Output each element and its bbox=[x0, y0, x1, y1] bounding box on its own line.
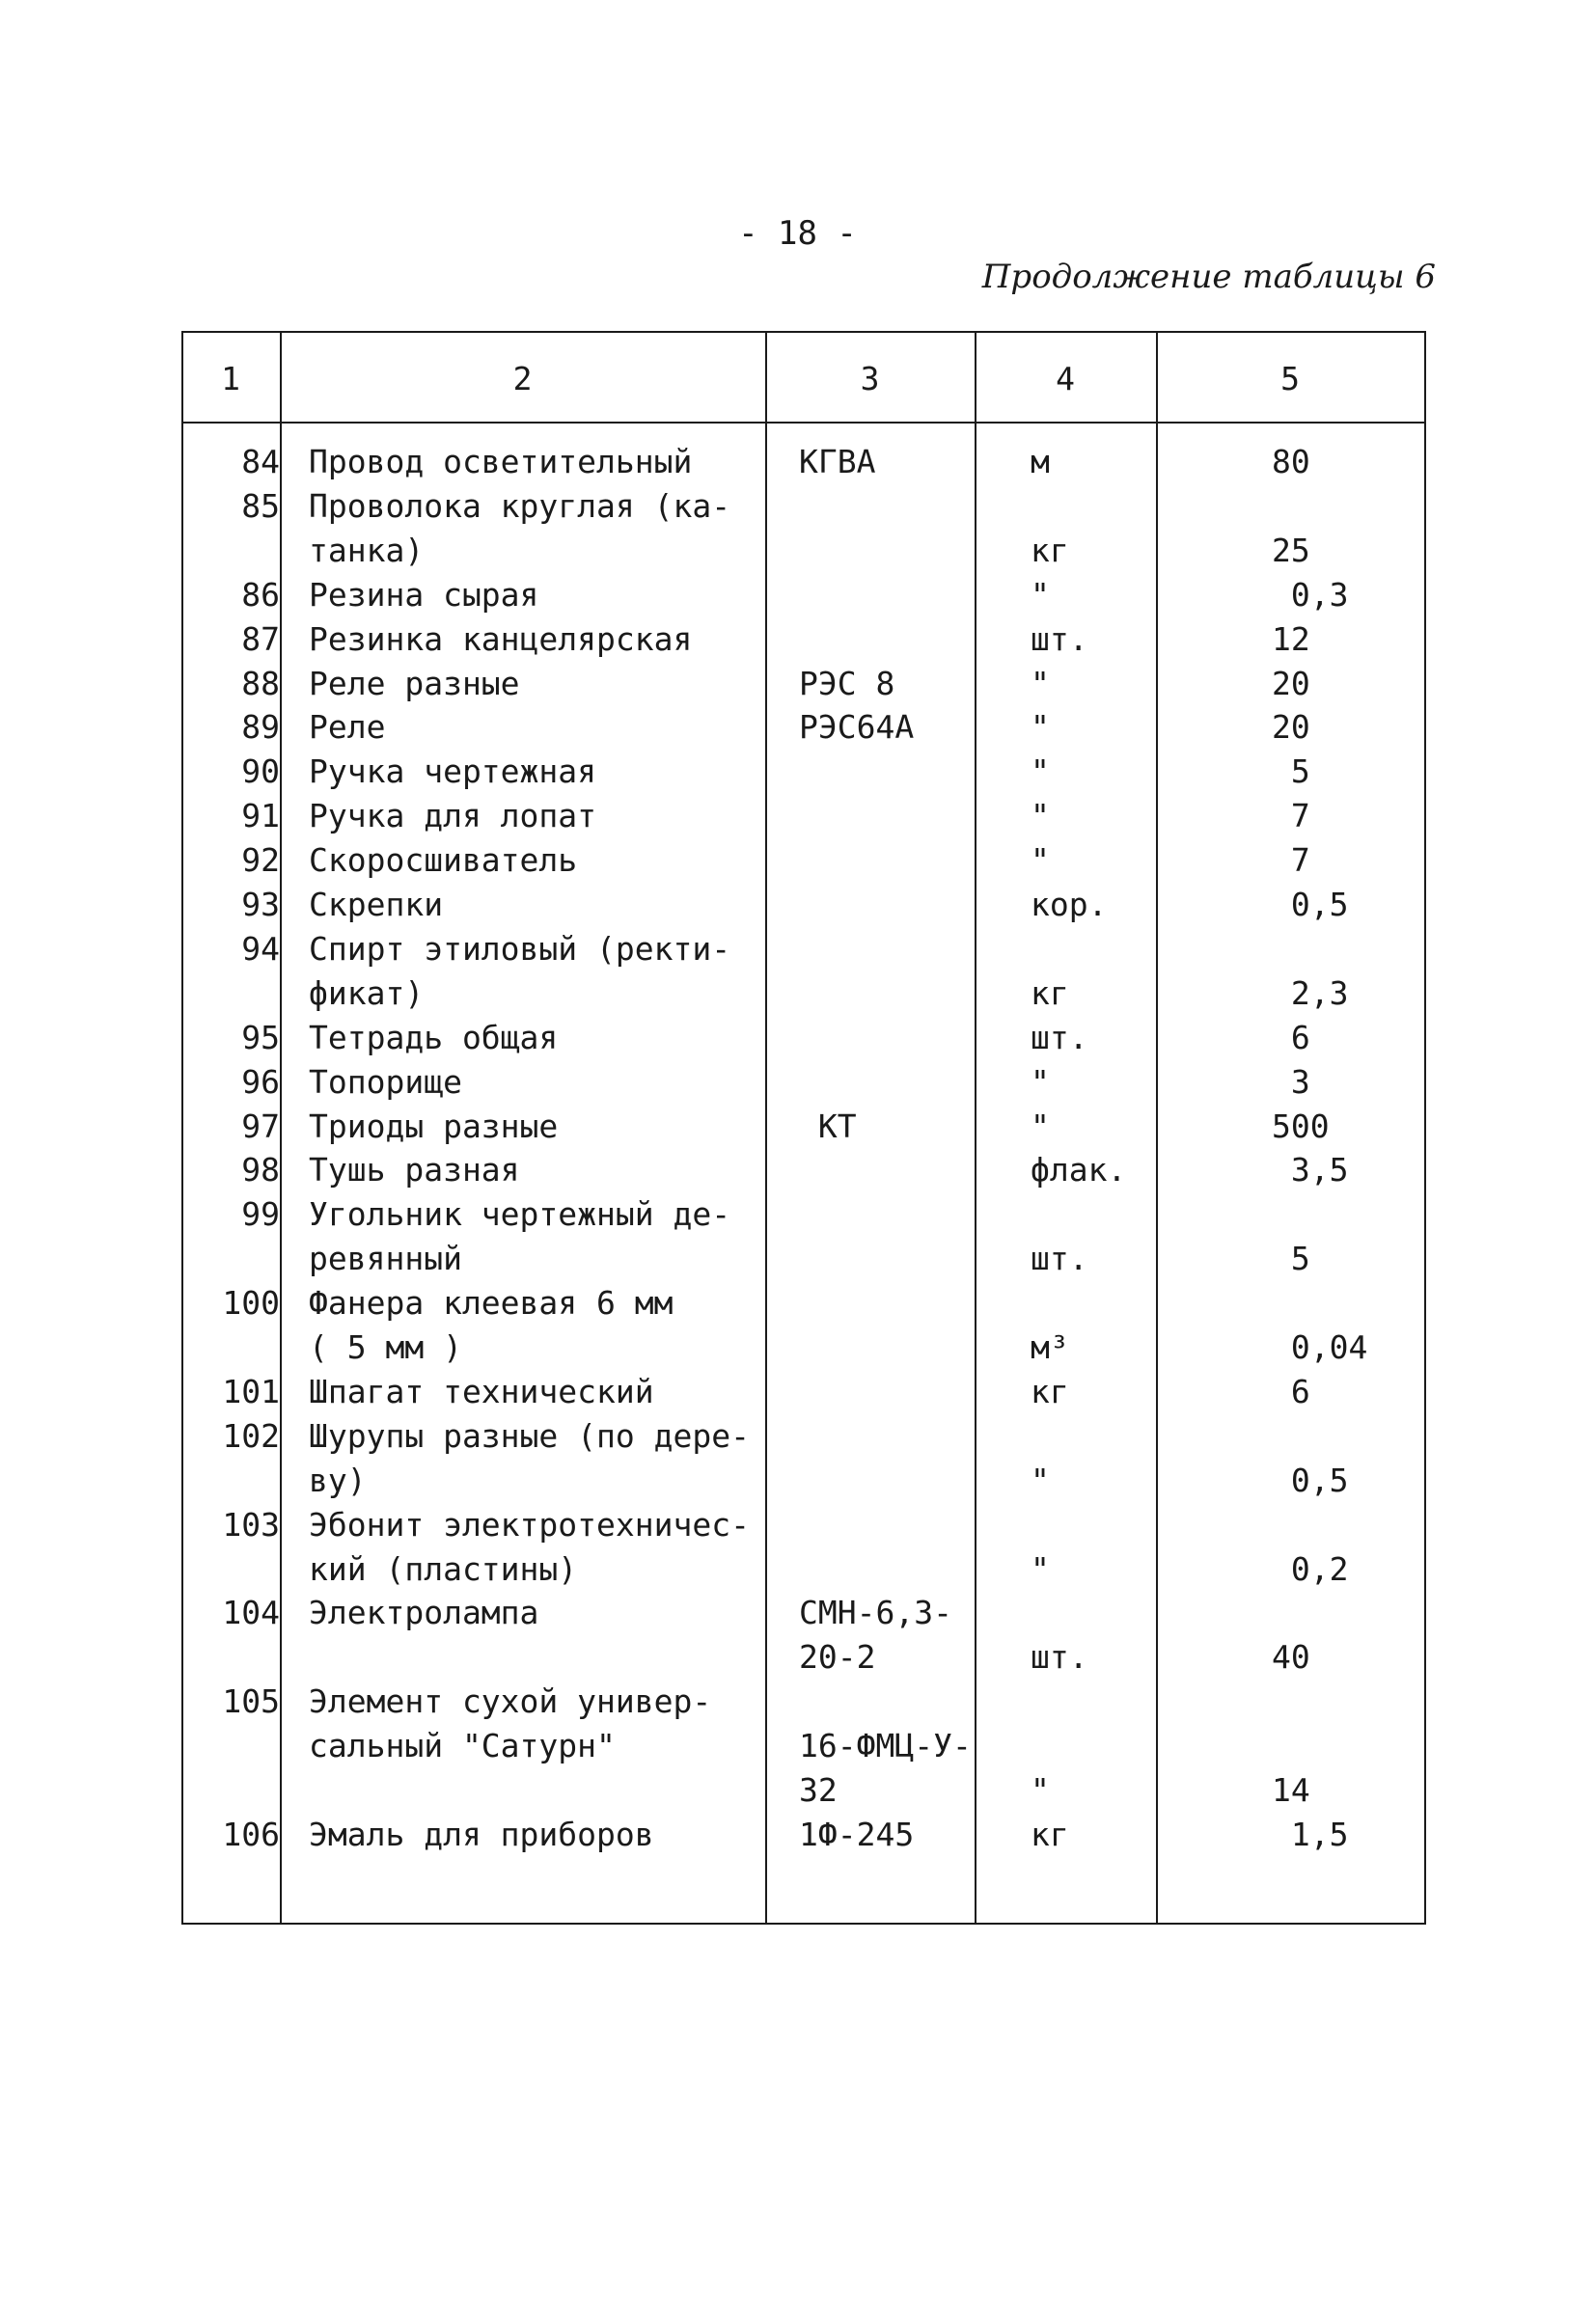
table-cell: м³ bbox=[1031, 1328, 1069, 1366]
table-cell: 0,04 bbox=[1272, 1328, 1368, 1366]
table-row bbox=[181, 1326, 1426, 1370]
table-cell: кор. bbox=[1031, 886, 1108, 923]
table-cell: РЭС64А bbox=[799, 708, 915, 747]
table-row bbox=[181, 794, 1426, 838]
table-cell: РЭС 8 bbox=[799, 664, 895, 702]
table-cell: 2,3 bbox=[1272, 973, 1349, 1012]
table-cell: 20-2 bbox=[799, 1638, 876, 1677]
table-cell bbox=[799, 1281, 1006, 1326]
table-cell: 14 bbox=[1272, 1771, 1310, 1809]
table-row bbox=[181, 1016, 1426, 1060]
table-cell bbox=[181, 1635, 280, 1680]
table-row bbox=[181, 1192, 1426, 1237]
table-cell: " bbox=[1031, 575, 1050, 614]
table-cell bbox=[799, 617, 1006, 662]
table-cell bbox=[1272, 1503, 1416, 1547]
table-cell: " bbox=[1031, 664, 1050, 702]
table-cell: 84 bbox=[241, 443, 280, 480]
table-cell: 85 bbox=[241, 486, 280, 525]
table-cell: " bbox=[1031, 797, 1050, 835]
table-cell: сальный "Сатурн" bbox=[309, 1727, 616, 1765]
table-cell: 40 bbox=[1272, 1638, 1310, 1677]
page-number: - 18 - bbox=[738, 214, 857, 253]
table-cell bbox=[1031, 1503, 1199, 1547]
table-cell: кг bbox=[1031, 973, 1069, 1012]
table-cell bbox=[181, 1724, 280, 1768]
table-cell bbox=[799, 1503, 1006, 1547]
table-cell: " bbox=[1031, 1771, 1050, 1809]
table-cell: 1,5 bbox=[1272, 1815, 1349, 1853]
table-cell bbox=[1272, 1680, 1416, 1724]
table-cell bbox=[181, 971, 280, 1016]
table-cell: Реле разные bbox=[309, 664, 520, 702]
table-cell bbox=[181, 1547, 280, 1592]
table-cell bbox=[799, 927, 1006, 971]
table-cell: 101 bbox=[222, 1372, 280, 1410]
table-cell: " bbox=[1031, 752, 1050, 791]
table-cell: 88 bbox=[241, 664, 280, 702]
table-row bbox=[181, 484, 1426, 529]
table-cell: шт. bbox=[1031, 1638, 1088, 1677]
table-row bbox=[181, 617, 1426, 662]
table-cell bbox=[1272, 1591, 1416, 1635]
table-cell bbox=[1031, 1414, 1199, 1459]
table-row bbox=[181, 883, 1426, 927]
table-row bbox=[181, 1768, 1426, 1813]
table-cell: Ручка для лопат bbox=[309, 797, 597, 835]
table-cell: 16-ФМЦ-У- bbox=[799, 1727, 972, 1765]
table-row bbox=[181, 1813, 1426, 1857]
table-row bbox=[181, 1414, 1426, 1459]
table-cell bbox=[181, 1459, 280, 1503]
table-cell: Провод осветительный bbox=[309, 443, 693, 480]
table-row bbox=[181, 529, 1426, 573]
table-cell: Фанера клеевая 6 мм bbox=[309, 1284, 674, 1323]
table-cell: кг bbox=[1031, 1815, 1069, 1853]
table-row bbox=[181, 1857, 1426, 1901]
table-cell: 500 bbox=[1272, 1107, 1330, 1145]
table-cell: 3,5 bbox=[1272, 1151, 1349, 1189]
table-cell: 100 bbox=[222, 1284, 280, 1323]
table-cell: флак. bbox=[1031, 1151, 1127, 1189]
table-cell bbox=[181, 529, 280, 573]
table-cell: 1Ф-245 bbox=[799, 1815, 915, 1853]
table-cell: 102 bbox=[222, 1416, 280, 1455]
table-cell: Эмаль для приборов bbox=[309, 1815, 654, 1853]
table-row bbox=[181, 1105, 1426, 1149]
table-row bbox=[181, 1459, 1426, 1503]
table-cell bbox=[799, 573, 1006, 617]
table-cell: шт. bbox=[1031, 619, 1088, 658]
table-row bbox=[181, 440, 1426, 484]
table-cell: 104 bbox=[222, 1594, 280, 1632]
table-cell bbox=[799, 750, 1006, 794]
table-cell: 6 bbox=[1272, 1372, 1310, 1410]
header-bottom-border bbox=[181, 422, 1426, 424]
table-cell: 97 bbox=[241, 1107, 280, 1145]
table-cell bbox=[799, 1237, 1006, 1281]
table-cell: 80 bbox=[1272, 443, 1310, 480]
table-cell: " bbox=[1031, 1107, 1050, 1145]
table-cell: 5 bbox=[1272, 752, 1310, 791]
header-cell: 1 bbox=[221, 360, 240, 397]
table-cell bbox=[1031, 1857, 1199, 1901]
table-cell bbox=[181, 1326, 280, 1370]
table-row bbox=[181, 1148, 1426, 1192]
materials-table bbox=[181, 331, 1426, 1925]
table-cell: Скрепки bbox=[309, 886, 444, 923]
table-cell: танка) bbox=[309, 531, 425, 569]
table-cell: Шпагат технический bbox=[309, 1372, 654, 1410]
table-cell bbox=[799, 1547, 1006, 1592]
table-row bbox=[181, 750, 1426, 794]
table-cell: 5 bbox=[1272, 1240, 1310, 1278]
table-row bbox=[181, 971, 1426, 1016]
table-row bbox=[181, 1635, 1426, 1680]
table-cell: 94 bbox=[241, 929, 280, 968]
table-cell: 105 bbox=[222, 1682, 280, 1721]
table-cell bbox=[799, 1857, 1006, 1901]
table-cell bbox=[1272, 484, 1416, 529]
table-cell: м bbox=[1031, 443, 1050, 480]
header-cell: 3 bbox=[860, 360, 880, 397]
table-cell bbox=[1272, 1414, 1416, 1459]
table-cell bbox=[799, 1414, 1006, 1459]
table-cell: 96 bbox=[241, 1062, 280, 1101]
table-row bbox=[181, 1724, 1426, 1768]
table-cell: КГВА bbox=[799, 443, 876, 480]
header-cell: 5 bbox=[1280, 360, 1300, 397]
table-cell bbox=[1031, 484, 1199, 529]
table-cell bbox=[181, 1768, 280, 1813]
table-cell: 0,5 bbox=[1272, 1461, 1349, 1499]
table-row bbox=[181, 573, 1426, 617]
table-cell: " bbox=[1031, 1549, 1050, 1588]
table-cell: Резинка канцелярская bbox=[309, 619, 693, 658]
table-cell bbox=[181, 1857, 280, 1901]
table-cell: " bbox=[1031, 1062, 1050, 1101]
table-cell bbox=[799, 1459, 1006, 1503]
table-row bbox=[181, 927, 1426, 971]
table-cell bbox=[799, 883, 1006, 927]
table-cell bbox=[799, 484, 1006, 529]
table-cell: шт. bbox=[1031, 1018, 1088, 1056]
table-cell: 20 bbox=[1272, 708, 1310, 747]
table-row bbox=[181, 1547, 1426, 1592]
table-cell: 106 bbox=[222, 1815, 280, 1853]
table-cell: 0,5 bbox=[1272, 886, 1349, 923]
table-cell bbox=[181, 1237, 280, 1281]
table-cell: Угольник чертежный де- bbox=[309, 1195, 731, 1234]
table-cell: 103 bbox=[222, 1505, 280, 1544]
table-cell bbox=[1031, 1724, 1199, 1768]
table-cell: 87 bbox=[241, 619, 280, 658]
table-cell: 92 bbox=[241, 841, 280, 880]
table-cell: кг bbox=[1031, 1372, 1069, 1410]
table-cell: 91 bbox=[241, 797, 280, 835]
table-cell: Проволока круглая (ка- bbox=[309, 486, 731, 525]
table-cell: 25 bbox=[1272, 531, 1310, 569]
table-cell: 20 bbox=[1272, 664, 1310, 702]
header-cell: 2 bbox=[512, 360, 533, 397]
table-row bbox=[181, 1237, 1426, 1281]
table-cell bbox=[799, 1326, 1006, 1370]
table-cell: СМН-6,3- bbox=[799, 1594, 952, 1632]
table-cell: 90 bbox=[241, 752, 280, 791]
table-cell bbox=[1272, 1724, 1416, 1768]
table-cell bbox=[1031, 1591, 1199, 1635]
table-row bbox=[181, 838, 1426, 883]
table-cell: 86 bbox=[241, 575, 280, 614]
table-cell: ревянный bbox=[309, 1240, 462, 1278]
table-cell: кий (пластины) bbox=[309, 1549, 578, 1588]
table-row bbox=[181, 1281, 1426, 1326]
table-row bbox=[181, 1680, 1426, 1724]
table-cell bbox=[799, 1192, 1006, 1237]
table-cell bbox=[799, 1016, 1006, 1060]
table-cell: 95 bbox=[241, 1018, 280, 1056]
table-cell: Эбонит электротехничес- bbox=[309, 1505, 750, 1544]
table-cell: Топорище bbox=[309, 1062, 462, 1101]
table-cell: 12 bbox=[1272, 619, 1310, 658]
table-cell: 0,3 bbox=[1272, 575, 1349, 614]
table-cell: 7 bbox=[1272, 841, 1310, 880]
table-cell bbox=[799, 1370, 1006, 1414]
table-cell bbox=[1031, 927, 1199, 971]
table-cell: 32 bbox=[799, 1771, 838, 1809]
table-cell bbox=[1272, 1281, 1416, 1326]
table-cell bbox=[799, 1680, 1006, 1724]
table-cell: " bbox=[1031, 841, 1050, 880]
table-cell: Резина сырая bbox=[309, 575, 539, 614]
table-cell: 0,2 bbox=[1272, 1549, 1349, 1588]
table-cell bbox=[1272, 927, 1416, 971]
table-cell: Ручка чертежная bbox=[309, 752, 597, 791]
table-cell: Скоросшиватель bbox=[309, 841, 578, 880]
table-row bbox=[181, 1060, 1426, 1105]
table-bottom-border bbox=[181, 1923, 1426, 1925]
table-cell: 99 bbox=[241, 1195, 280, 1234]
table-cell bbox=[799, 794, 1006, 838]
table-cell bbox=[1272, 1857, 1416, 1901]
table-row bbox=[181, 662, 1426, 706]
table-top-border bbox=[181, 331, 1426, 333]
table-cell: 3 bbox=[1272, 1062, 1310, 1101]
table-cell: КТ bbox=[799, 1107, 857, 1145]
table-cell bbox=[1031, 1281, 1199, 1326]
table-cell: Шурупы разные (по дере- bbox=[309, 1416, 750, 1455]
table-cell bbox=[799, 529, 1006, 573]
table-cell: " bbox=[1031, 1461, 1050, 1499]
table-cell bbox=[799, 838, 1006, 883]
table-cell: фикат) bbox=[309, 973, 425, 1012]
table-cell: 6 bbox=[1272, 1018, 1310, 1056]
table-cell: 89 bbox=[241, 708, 280, 747]
table-cell: Тетрадь общая bbox=[309, 1018, 559, 1056]
table-cell: Электролампа bbox=[309, 1594, 539, 1632]
table-cell: Спирт этиловый (ректи- bbox=[309, 929, 731, 968]
table-row bbox=[181, 1591, 1426, 1635]
table-cell bbox=[1031, 1192, 1199, 1237]
table-cell: Тушь разная bbox=[309, 1151, 520, 1189]
header-cell: 4 bbox=[1056, 360, 1075, 397]
table-cell bbox=[1272, 1192, 1416, 1237]
table-caption: Продолжение таблицы 6 bbox=[981, 258, 1436, 296]
table-cell bbox=[799, 1060, 1006, 1105]
table-cell: ( 5 мм ) bbox=[309, 1328, 462, 1366]
table-cell bbox=[799, 1148, 1006, 1192]
table-cell: Элемент сухой универ- bbox=[309, 1682, 712, 1721]
table-cell bbox=[1031, 1680, 1199, 1724]
table-cell: Реле bbox=[309, 708, 386, 747]
table-cell: ву) bbox=[309, 1461, 367, 1499]
table-cell bbox=[799, 971, 1006, 1016]
table-row bbox=[181, 705, 1426, 750]
table-cell: Триоды разные bbox=[309, 1107, 559, 1145]
table-cell: 93 bbox=[241, 886, 280, 923]
table-cell: кг bbox=[1031, 531, 1069, 569]
table-cell: шт. bbox=[1031, 1240, 1088, 1278]
table-cell: " bbox=[1031, 708, 1050, 747]
table-row bbox=[181, 1503, 1426, 1547]
table-cell: 98 bbox=[241, 1151, 280, 1189]
table-cell: 7 bbox=[1272, 797, 1310, 835]
table-row bbox=[181, 1370, 1426, 1414]
